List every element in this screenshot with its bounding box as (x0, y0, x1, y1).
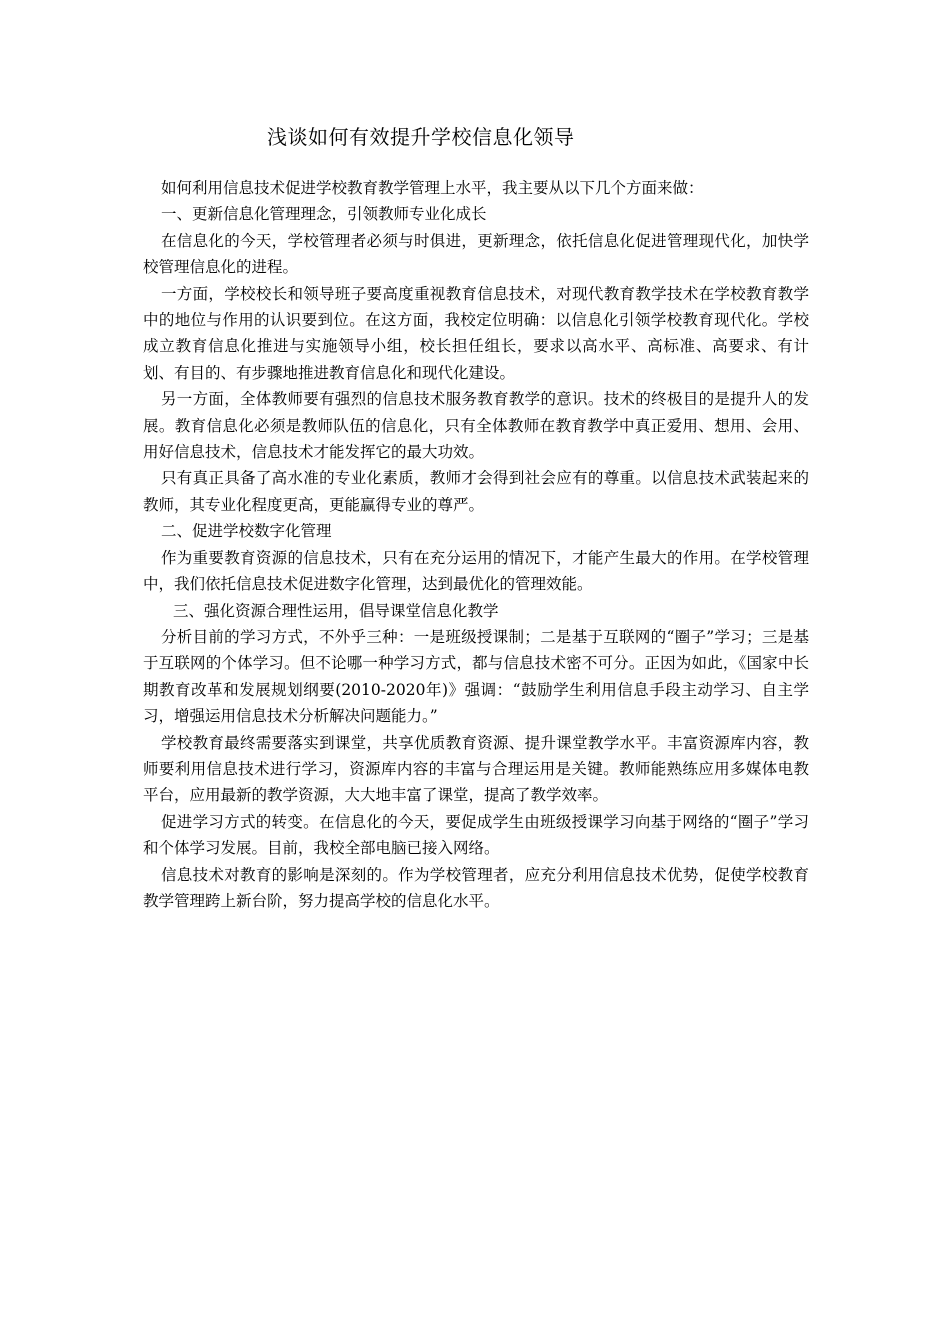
body-paragraph: 作为重要教育资源的信息技术，只有在充分运用的情况下，才能产生最大的作用。在学校管理中，我们依托信息技术促进数字化管理，达到最优化的管理效能。 (143, 548, 809, 594)
section-heading-1: 一、更新信息化管理理念，引领教师专业化成长 (161, 205, 487, 224)
body-paragraph: 另一方面，全体教师要有强烈的信息技术服务教育教学的意识。技术的终极目的是提升人的发展。教育信息化必须是教师队伍的信息化，只有全体教师在教育教学中真正爱用、想用、会用、用好信息技术，信息技术才能发挥它的最大功效。 (143, 390, 809, 462)
document-body (143, 175, 809, 914)
body-paragraph: 一方面，学校校长和领导班子要高度重视教育信息技术，对现代教育教学技术在学校教育教学中的地位与作用的认识要到位。在这方面，我校定位明确：以信息化引领学校教育现代化。学校成立教育信息化推进与实施领导小组，校长担任组长，要求以高水平、高标准、高要求、有计划、有目的、有步骤地推进教育信息化和现代化建设。 (143, 284, 809, 382)
body-paragraph: 在信息化的今天，学校管理者必须与时俱进，更新理念，依托信息化促进管理现代化，加快学校管理信息化的进程。 (143, 231, 809, 277)
body-paragraph: 促进学习方式的转变。在信息化的今天，要促成学生由班级授课学习向基于网络的“圈子”学习和个体学习发展。目前，我校全部电脑已接入网络。 (143, 812, 809, 858)
conclusion-paragraph: 信息技术对教育的影响是深刻的。作为学校管理者，应充分利用信息技术优势，促使学校教育教学管理跨上新台阶，努力提高学校的信息化水平。 (143, 865, 809, 910)
body-paragraph: 分析目前的学习方式，不外乎三种：一是班级授课制；二是基于互联网的“圈子”学习；三是基于互联网的个体学习。但不论哪一种学习方式，都与信息技术密不可分。正因为如此，《国家中长期教育改革和发展规划纲要(2010-2020年)》强调：“鼓励学生利用信息手段主动学习、自主学习，增强运用信息技术分析解决问题能力。” (143, 627, 809, 726)
section-heading-2: 二、促进学校数字化管理 (161, 522, 332, 541)
intro-paragraph: 如何利用信息技术促进学校教育教学管理上水平，我主要从以下几个方面来做： (161, 179, 704, 197)
body-paragraph: 学校教育最终需要落实到课堂，共享优质教育资源、提升课堂教学水平。丰富资源库内容，教师要利用信息技术进行学习，资源库内容的丰富与合理运用是关键。教师能熟练应用多媒体电教平台，应用最新的教学资源，大大地丰富了课堂，提高了教学效率。 (143, 733, 809, 805)
body-paragraph: 只有真正具备了高水准的专业化素质，教师才会得到社会应有的尊重。以信息技术武装起来的教师，其专业化程度更高，更能赢得专业的尊严。 (143, 469, 809, 514)
section-heading-3: 三、强化资源合理性运用，倡导课堂信息化教学 (173, 601, 499, 620)
document-title: 浅谈如何有效提升学校信息化领导 (267, 125, 575, 149)
